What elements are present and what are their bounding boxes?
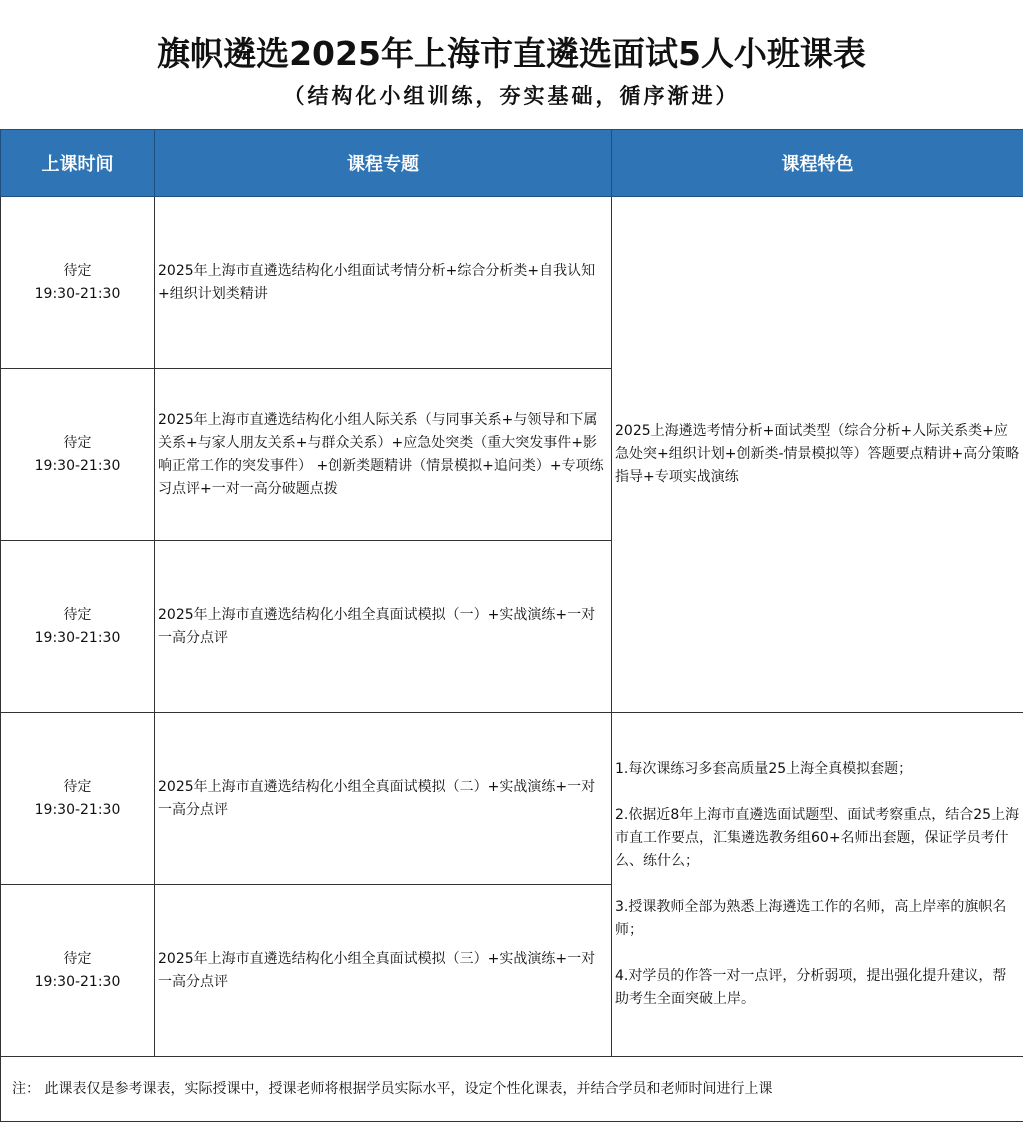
time-cell — [1, 541, 155, 713]
note-row — [1, 1057, 1023, 1122]
header-feature: 课程特色 — [612, 130, 1023, 197]
page-title: 旗帜遴选2025年上海市直遴选面试5人小班课表 — [157, 34, 866, 73]
time-text: 19:30-21:30 — [34, 457, 121, 474]
date-text: 待定 — [63, 778, 92, 795]
time-text: 19:30-21:30 — [34, 285, 121, 302]
time-cell — [1, 885, 155, 1057]
date-text: 待定 — [63, 434, 92, 451]
feature-point: 4.对学员的作答一对一点评，分析弱项，提出强化提升建议，帮助考生全面突破上岸。 — [615, 968, 1007, 1007]
note-text: 注： 此课表仅是参考课表，实际授课中，授课老师将根据学员实际水平，设定个性化课表，并结合学员和老师时间进行上课 — [1, 1057, 1023, 1122]
table-row — [1, 713, 1023, 885]
topic-cell: 2025年上海市直遴选结构化小组全真面试模拟（二）+实战演练+一对一高分点评 — [155, 713, 612, 885]
feature-point: 1.每次课练习多套高质量25上海全真模拟套题； — [615, 761, 913, 777]
feature-cell-1: 2025上海遴选考情分析+面试类型（综合分析+人际关系类+应急处突+组织计划+创新类-情景模拟等）答题要点精讲+高分策略指导+专项实战演练 — [612, 197, 1023, 713]
time-text: 19:30-21:30 — [34, 801, 121, 818]
time-cell — [1, 713, 155, 885]
time-cell — [1, 197, 155, 369]
time-cell — [1, 369, 155, 541]
topic-cell: 2025年上海市直遴选结构化小组面试考情分析+综合分析类+自我认知+组织计划类精讲 — [155, 197, 612, 369]
date-text: 待定 — [63, 950, 92, 967]
table-row — [1, 197, 1023, 369]
topic-cell: 2025年上海市直遴选结构化小组全真面试模拟（三）+实战演练+一对一高分点评 — [155, 885, 612, 1057]
page-subtitle: （结构化小组训练，夯实基础，循序渐进） — [283, 83, 740, 108]
topic-cell: 2025年上海市直遴选结构化小组人际关系（与同事关系+与领导和下属关系+与家人朋友关系+与群众关系）+应急处突类（重大突发事件+影响正常工作的突发事件） +创新类题精讲（情景模拟+追问类）+专项练习点评+一对一高分破题点拨 — [155, 369, 612, 541]
header-topic: 课程专题 — [155, 130, 612, 197]
feature-cell-2 — [612, 713, 1023, 1057]
schedule-table — [0, 129, 1023, 1122]
date-text: 待定 — [63, 606, 92, 623]
time-text: 19:30-21:30 — [34, 973, 121, 990]
title-area — [0, 0, 1023, 130]
header-time: 上课时间 — [1, 130, 155, 197]
table-header-row — [1, 130, 1023, 197]
feature-point: 2.依据近8年上海市直遴选面试题型、面试考察重点，结合25上海市直工作要点，汇集遴选教务组60+名师出套题，保证学员考什么、练什么； — [615, 807, 1020, 869]
time-text: 19:30-21:30 — [34, 629, 121, 646]
topic-cell: 2025年上海市直遴选结构化小组全真面试模拟（一）+实战演练+一对一高分点评 — [155, 541, 612, 713]
feature-point: 3.授课教师全部为熟悉上海遴选工作的名师，高上岸率的旗帜名师； — [615, 899, 1007, 938]
date-text: 待定 — [63, 262, 92, 279]
